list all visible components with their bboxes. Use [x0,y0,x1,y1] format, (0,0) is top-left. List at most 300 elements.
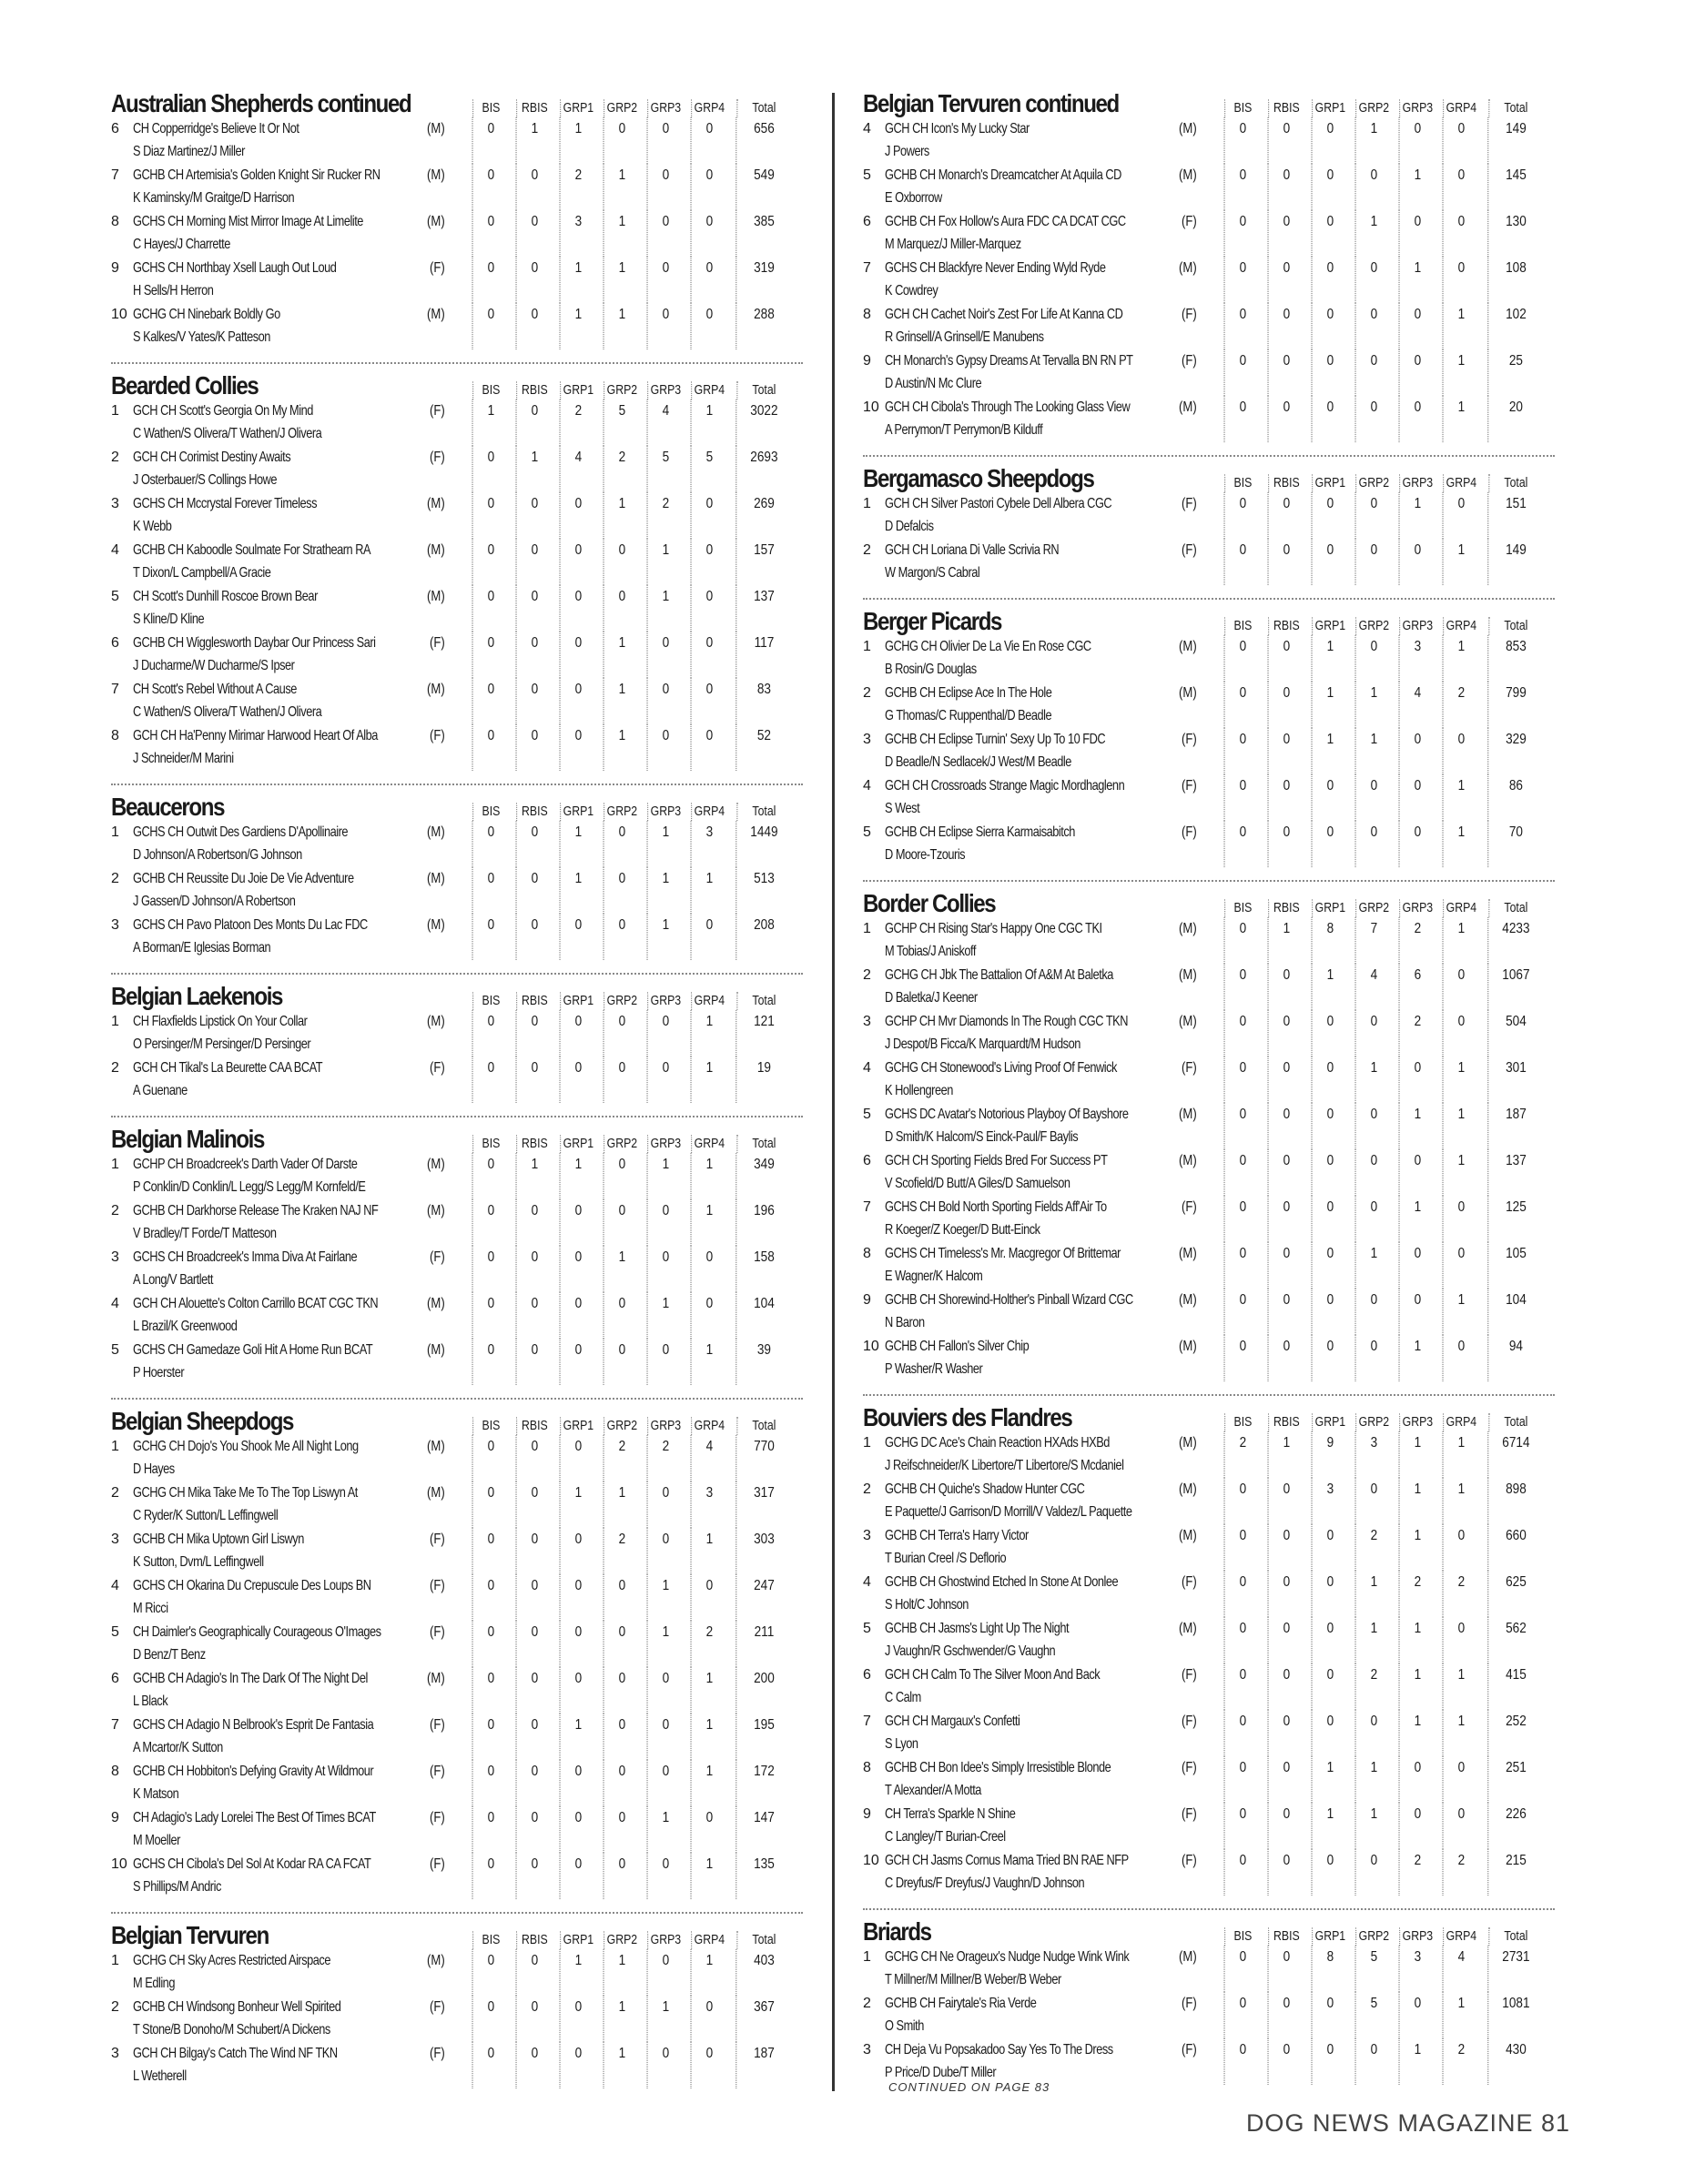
stat-value: 0 [472,210,510,257]
owner-names: A Long/V Bartlett [133,1272,213,1288]
ranking-row [863,492,1555,539]
column-header: RBIS [516,992,552,1010]
spacer [1200,1849,1221,1896]
stat-value: 0 [604,1574,641,1621]
dog-name: GCHB CH Darkhorse Release The Kraken NAJ NF [133,1203,379,1218]
stat-value: 0 [1355,396,1393,442]
spacer [448,914,469,960]
rank-number: 7 [863,1714,871,1729]
dog-sex: (F) [1181,824,1197,840]
rank-number: 1 [111,1157,119,1172]
dog-sex: (M) [1179,967,1197,983]
total-points: 215 [1487,1849,1543,1896]
stat-value: 0 [647,1246,685,1292]
stat-value: 3 [691,821,728,867]
dog-sex: (M) [1179,167,1197,183]
breed-section [863,1908,1555,2085]
spacer [1200,164,1221,210]
stat-value: 0 [516,1996,553,2042]
stat-value: 1 [604,632,641,678]
breed-section [111,1398,803,1899]
ranking-row [111,1806,803,1853]
breed-title: Belgian Tervuren [111,1921,269,1949]
breed-section [111,362,803,771]
owner-names: D Beadle/N Sedlacek/J West/M Beadle [885,754,1071,770]
section-header [111,1119,803,1153]
dog-sex: (F) [1181,1853,1197,1868]
stat-value: 0 [604,1806,641,1853]
stat-value: 0 [647,117,685,164]
breed-title: Bearded Collies [111,371,259,399]
stat-value: 0 [560,1806,597,1853]
dog-name: GCHB CH Windsong Bonheur Well Spirited [133,1999,341,2015]
stat-value: 1 [1355,1756,1393,1803]
stat-value: 0 [1312,1663,1349,1710]
stat-value: 2 [604,1528,641,1574]
dog-sex: (M) [1179,121,1197,136]
stat-value: 0 [516,1339,553,1385]
stat-value: 1 [647,1621,685,1667]
stat-value: 1 [604,492,641,539]
dog-entry [133,821,356,867]
spacer [448,539,469,585]
stat-value: 0 [1224,349,1262,396]
stat-value: 0 [1224,917,1262,964]
column-header: GRP1 [560,992,595,1010]
total-points: 135 [735,1853,791,1899]
stat-value: 0 [560,724,597,771]
dog-entry [133,164,380,210]
stat-value: 0 [1399,539,1436,585]
stat-value: 0 [472,1853,510,1899]
stat-value: 1 [647,1153,685,1199]
stat-value: 1 [1443,1149,1480,1196]
owner-names: T Burian Creel /S Deflorio [885,1551,1007,1566]
column-header: BIS [1224,474,1260,492]
stat-value: 0 [647,1949,685,1996]
spacer [1200,964,1221,1010]
stat-value: 0 [1268,1242,1305,1289]
dog-sex: (M) [427,682,445,697]
stat-value: 0 [1443,492,1480,539]
column-header: GRP4 [1443,899,1478,917]
stat-value: 2 [1443,2038,1480,2085]
stat-value: 2 [1443,1571,1480,1617]
stat-value: 2 [1399,1571,1436,1617]
dog-name: GCHB CH Terra's Harry Victor [885,1528,1029,1543]
dog-entry [885,164,1121,210]
column-header: RBIS [1268,99,1304,117]
stat-value: 0 [1312,349,1349,396]
dog-entry [885,821,1108,867]
rank-number: 9 [111,1810,119,1825]
breed-section [111,973,803,1103]
dog-entry [133,1246,356,1292]
stat-value: 0 [472,1199,510,1246]
owner-names: A Guenane [133,1083,188,1098]
ranking-row [111,1949,803,1996]
dog-entry [133,1949,356,1996]
owner-names: J Ducharme/W Ducharme/S Ipser [133,658,295,673]
stat-value: 1 [691,1760,728,1806]
stat-value: 0 [472,1339,510,1385]
ranking-row [111,1714,803,1760]
stat-value: 0 [1224,774,1262,821]
stat-value: 0 [560,1853,597,1899]
total-points: 301 [1487,1057,1543,1103]
stat-value: 3 [691,1481,728,1528]
dog-entry [885,117,1108,164]
rank-number: 6 [863,214,871,229]
rank-number: 3 [111,2046,119,2061]
total-points: 247 [735,1574,791,1621]
column-header: BIS [1224,1413,1260,1431]
stat-value: 0 [1224,1103,1262,1149]
total-points: 25 [1487,349,1543,396]
stat-value: 0 [472,1806,510,1853]
dog-entry [133,1667,368,1714]
owner-names: M Marquez/J Miller-Marquez [885,237,1021,252]
owner-names: K Webb [133,519,172,534]
stat-value: 0 [472,1667,510,1714]
stat-value: 1 [647,821,685,867]
column-header: BIS [472,1135,508,1153]
stat-value: 0 [472,117,510,164]
stat-value: 0 [647,1057,685,1103]
column-divider [832,93,835,2091]
dog-name: GCHG CH Ne Orageux's Nudge Nudge Wink Wink [885,1949,1130,1965]
spacer [448,210,469,257]
spacer [1200,396,1221,442]
owner-names: P Conklin/D Conklin/L Legg/S Legg/M Kornfeld/E [133,1179,366,1195]
stat-value: 0 [647,257,685,303]
dog-entry [885,1103,1129,1149]
ranking-row [111,210,803,257]
stat-value: 0 [1355,303,1393,349]
stat-value: 1 [691,1057,728,1103]
stat-value: 0 [1268,774,1305,821]
stat-value: 1 [691,1199,728,1246]
stat-value: 0 [560,1057,597,1103]
total-points: 319 [735,257,791,303]
column-header: Total [736,992,790,1010]
stat-value: 8 [1312,1946,1349,1992]
owner-names: C Wathen/S Olivera/T Wathen/J Olivera [133,426,322,441]
stat-value: 1 [1355,1617,1393,1663]
stat-value: 0 [604,585,641,632]
dog-name: GCHS CH Gamedaze Goli Hit A Home Run BCAT [133,1342,373,1358]
stat-value: 0 [1224,2038,1262,2085]
stat-value: 0 [1399,1803,1436,1849]
dog-name: GCHB CH Eclipse Sierra Karmaisabitch [885,824,1075,840]
spacer [448,1760,469,1806]
spacer [1200,210,1221,257]
stat-value: 1 [1355,1242,1393,1289]
dog-sex: (F) [1181,1060,1197,1076]
stat-value: 0 [516,678,553,724]
dog-name: CH Deja Vu Popsakadoo Say Yes To The Dress [885,2042,1113,2058]
column-header: GRP2 [1355,99,1391,117]
rank-number: 9 [863,1292,871,1308]
stat-value: 0 [647,1481,685,1528]
ranking-row [863,1431,1555,1478]
stat-value: 0 [560,632,597,678]
stat-value: 0 [1312,1149,1349,1196]
stat-value: 0 [604,867,641,914]
total-points: 303 [735,1528,791,1574]
stat-value: 1 [604,2042,641,2088]
spacer [448,821,469,867]
total-points: 1449 [735,821,791,867]
total-points: 105 [1487,1242,1543,1289]
ranking-row [863,117,1555,164]
stat-value: 0 [1443,1756,1480,1803]
stat-value: 0 [1355,164,1393,210]
dog-sex: (M) [427,1485,445,1501]
owner-names: S Holt/C Johnson [885,1597,969,1613]
stat-value: 0 [1268,682,1305,728]
stat-value: 0 [560,1996,597,2042]
owner-names: N Baron [885,1315,925,1330]
stat-value: 0 [1399,1756,1436,1803]
rank-number: 3 [863,1014,871,1029]
stat-value: 1 [1355,682,1393,728]
rank-number: 10 [111,307,127,322]
column-header: GRP2 [604,1417,639,1435]
total-points: 625 [1487,1571,1543,1617]
column-header: GRP2 [604,1931,639,1949]
dog-entry [885,682,1108,728]
stat-value: 1 [1399,1663,1436,1710]
stat-value: 1 [647,1292,685,1339]
column-header: GRP3 [647,99,683,117]
rank-number: 2 [863,967,871,983]
dog-name: GCHB CH Fox Hollow's Aura FDC CA DCAT CGC [885,214,1126,229]
stat-value: 0 [560,1292,597,1339]
dog-sex: (M) [427,917,445,933]
stat-value: 0 [1224,1756,1262,1803]
stat-value: 1 [1443,1103,1480,1149]
ranking-row [863,1946,1555,1992]
stat-value: 1 [1443,774,1480,821]
stat-value: 0 [516,1010,553,1057]
spacer [1200,492,1221,539]
stat-value: 0 [516,1528,553,1574]
dog-sex: (M) [1179,1292,1197,1308]
stat-value: 0 [1312,257,1349,303]
stat-value: 0 [472,303,510,349]
rank-number: 10 [111,1856,127,1872]
dog-entry [133,724,378,771]
stat-value: 0 [1224,117,1262,164]
dog-entry [885,2038,1113,2085]
stat-value: 0 [1355,539,1393,585]
dog-name: GCH CH Icon's My Lucky Star [885,121,1030,136]
stat-value: 0 [516,399,553,446]
stat-value: 0 [691,1574,728,1621]
dog-sex: (M) [427,1296,445,1311]
owner-names: A Borman/E Iglesias Borman [133,940,271,956]
stat-value: 0 [472,724,510,771]
ranking-row [111,1339,803,1385]
dog-sex: (F) [429,2046,445,2061]
dog-name: GCHB CH Monarch's Dreamcatcher At Aquila CD [885,167,1121,183]
spacer [448,1153,469,1199]
stat-value: 1 [647,1806,685,1853]
stat-value: 0 [1312,164,1349,210]
dog-name: GCH CH Scott's Georgia On My Mind [133,403,313,419]
dog-entry [885,396,1131,442]
stat-value: 1 [1268,917,1305,964]
column-header: Total [736,1135,790,1153]
stat-value: 3 [560,210,597,257]
stat-value: 0 [647,1339,685,1385]
stat-value: 0 [560,1339,597,1385]
stat-value: 0 [1399,303,1436,349]
dog-sex: (M) [1179,1435,1197,1451]
stat-value: 1 [1399,1335,1436,1381]
stat-value: 0 [516,1949,553,1996]
stat-value: 7 [1355,917,1393,964]
ranking-row [863,1289,1555,1335]
stat-value: 0 [1312,1196,1349,1242]
dog-entry [133,257,356,303]
stat-value: 0 [472,257,510,303]
stat-value: 0 [1224,964,1262,1010]
owner-names: S West [885,801,920,816]
column-header: BIS [472,1417,508,1435]
spacer [448,1292,469,1339]
rank-number: 6 [111,121,119,136]
owner-names: S Phillips/M Andric [133,1879,221,1895]
dog-sex: (M) [427,1014,445,1029]
stat-value: 0 [1268,1756,1305,1803]
owner-names: L Black [133,1694,168,1709]
stat-value: 1 [1355,1803,1393,1849]
total-points: 125 [1487,1196,1543,1242]
stat-value: 0 [516,1057,553,1103]
total-points: 86 [1487,774,1543,821]
stat-value: 0 [1355,257,1393,303]
total-points: 430 [1487,2038,1543,2085]
column-header: GRP3 [647,992,683,1010]
ranking-row [863,1149,1555,1196]
dog-entry [133,1853,371,1899]
spacer [448,1714,469,1760]
owner-names: D Hayes [133,1461,175,1477]
stat-value: 0 [1268,1196,1305,1242]
stat-value: 1 [604,678,641,724]
rank-number: 5 [863,1621,871,1636]
dog-name: GCH CH Cachet Noir's Zest For Life At Kanna CD [885,307,1123,322]
stat-value: 0 [604,1853,641,1899]
column-header: Total [1488,99,1542,117]
ranking-row [863,303,1555,349]
spacer [1200,257,1221,303]
stat-value: 1 [1443,1710,1480,1756]
rank-number: 8 [111,728,119,743]
rank-number: 8 [863,307,871,322]
stat-value: 0 [1399,349,1436,396]
dog-entry [885,1057,1117,1103]
stat-value: 0 [1443,964,1480,1010]
stat-value: 1 [560,117,597,164]
column-header: GRP2 [604,803,639,821]
dog-entry [885,917,1108,964]
ranking-row [863,1803,1555,1849]
stat-value: 0 [1224,1010,1262,1057]
ranking-row [111,303,803,349]
stat-value: 0 [1268,1849,1305,1896]
owner-names: K Cowdrey [885,283,938,298]
stat-value: 0 [560,678,597,724]
rank-number: 9 [863,353,871,369]
column-header: Total [736,1417,790,1435]
rank-number: 2 [111,1485,119,1501]
total-points: 329 [1487,728,1543,774]
stat-value: 1 [1312,1803,1349,1849]
ranking-row [863,635,1555,682]
stat-value: 0 [1224,1849,1262,1896]
stat-value: 2 [604,1435,641,1481]
owner-names: A Perrymon/T Perrymon/B Kilduff [885,422,1043,438]
stat-value: 0 [647,164,685,210]
column-header: GRP3 [647,381,683,399]
dog-entry [885,1478,1132,1524]
stat-value: 0 [472,1153,510,1199]
stat-value: 9 [1312,1431,1349,1478]
column-header: GRP1 [560,99,595,117]
stat-value: 0 [1268,1946,1305,1992]
spacer [448,1574,469,1621]
rank-number: 7 [863,260,871,276]
spacer [448,303,469,349]
dog-name: CH Adagio's Lady Lorelei The Best Of Times BCAT [133,1810,376,1825]
dog-sex: (M) [427,871,445,886]
section-header [863,884,1555,917]
dog-sex: (F) [429,1810,445,1825]
owner-names: T Millner/M Millner/B Weber/B Weber [885,1972,1061,1987]
dog-name: GCHS CH Bold North Sporting Fields Aff'Air To [885,1199,1107,1215]
total-points: 770 [735,1435,791,1481]
owner-names: B Rosin/G Douglas [885,662,977,677]
stat-value: 1 [647,1996,685,2042]
dog-name: GCH CH Tikal's La Beurette CAA BCAT [133,1060,323,1076]
total-points: 403 [735,1949,791,1996]
stat-value: 0 [1443,117,1480,164]
stat-value: 0 [472,1528,510,1574]
owner-names: K Sutton, Dvm/L Leffingwell [133,1554,264,1570]
spacer [1200,1710,1221,1756]
total-points: 52 [735,724,791,771]
stat-value: 0 [560,1574,597,1621]
total-points: 117 [735,632,791,678]
stat-value: 0 [604,914,641,960]
stat-value: 0 [472,492,510,539]
ranking-row [111,585,803,632]
stat-value: 0 [647,210,685,257]
total-points: 898 [1487,1478,1543,1524]
rank-number: 1 [863,1435,871,1451]
dog-name: GCHB CH Wigglesworth Daybar Our Princess Sari [133,635,376,651]
owner-names: J Despot/B Ficca/K Marquardt/M Hudson [885,1036,1080,1052]
dog-entry [885,1617,1108,1663]
stat-value: 0 [1443,257,1480,303]
dog-sex: (M) [1179,1107,1197,1122]
stat-value: 0 [1268,396,1305,442]
owner-names: M Moeller [133,1833,180,1848]
column-header: GRP3 [647,1135,683,1153]
